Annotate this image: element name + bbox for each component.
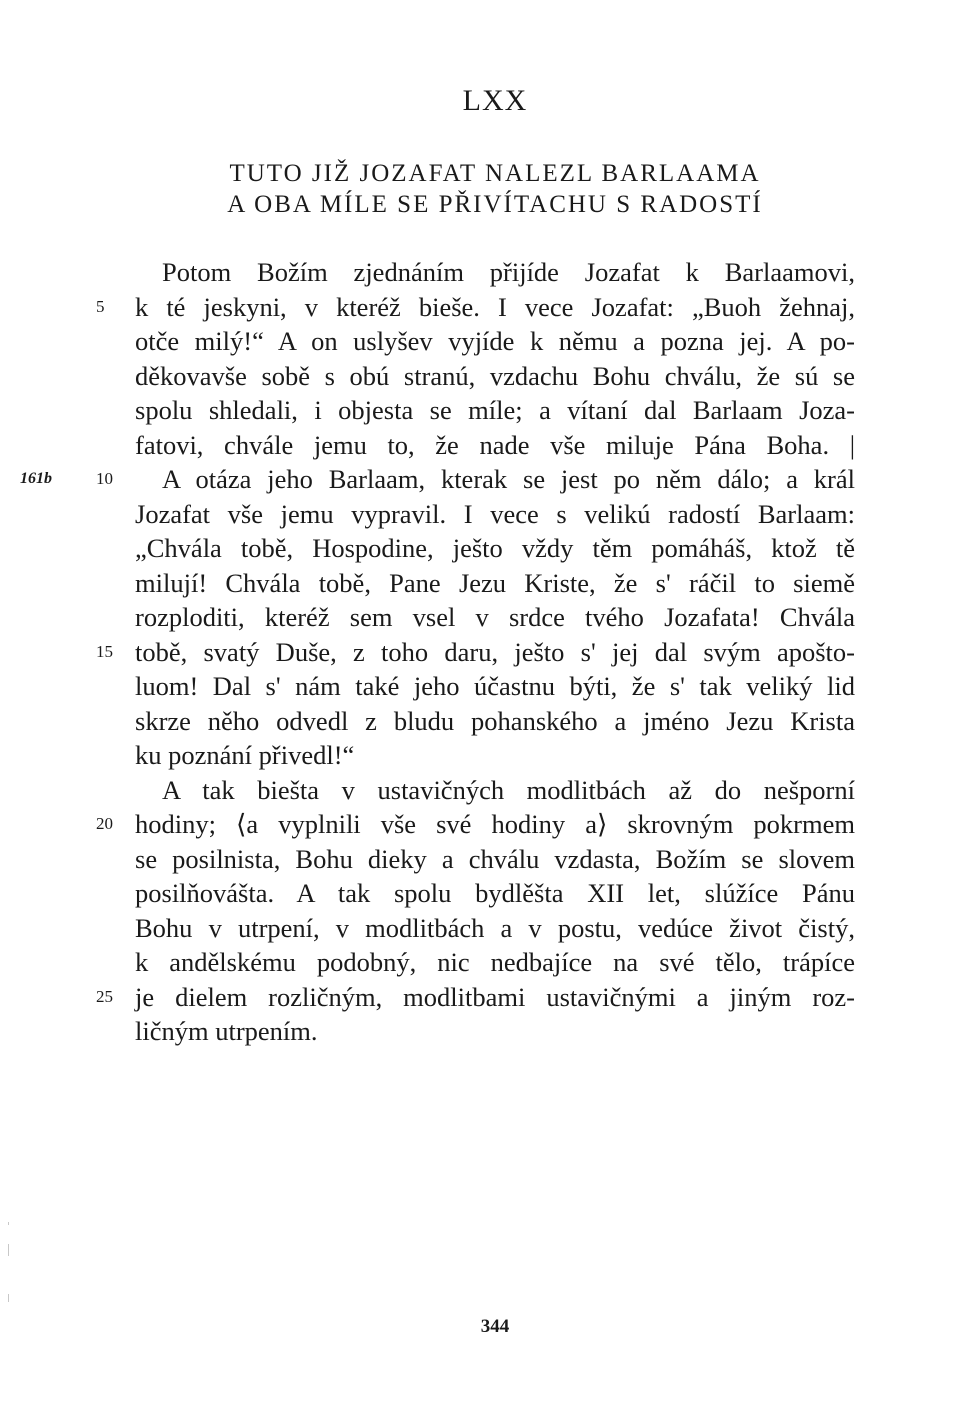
text-line: je dielem rozličným, modlitbami ustavičnými a jiným roz- bbox=[135, 981, 855, 1012]
folio-marker: 161b bbox=[20, 470, 52, 487]
chapter-title-line-1: TUTO JIŽ JOZAFAT NALEZL BARLAAMA bbox=[229, 160, 761, 187]
text-line: A tak biešta v ustavičných modlitbách až do nešporní bbox=[162, 774, 855, 805]
text-line: k andělskému podobný, nic nedbajíce na své tělo, trápíce bbox=[135, 947, 855, 977]
text-line: děkovavše sobě s obú stranú, vzdachu Bohu chválu, že sú se bbox=[135, 360, 855, 391]
chapter-number: LXX bbox=[462, 84, 528, 117]
text-line: ličným utrpením. bbox=[135, 1016, 318, 1046]
text-line: k té jeskyni, v kteréž bieše. I vece Jozafat: „Buoh žehnaj, bbox=[135, 291, 855, 322]
text-line: tobě, svatý Duše, z toho daru, ješto s' jej dal svým apošto- bbox=[135, 636, 855, 667]
text-line: Jozafat vše jemu vypravil. I vece s velikú radostí Barlaam: bbox=[135, 498, 855, 529]
line-number: 25 bbox=[96, 986, 113, 1006]
text-line: fatovi, chvále jemu to, že nade vše miluje Pána Boha. | bbox=[135, 429, 855, 460]
text-line: spolu shledali, i objesta se míle; a vítaní dal Barlaam Joza- bbox=[135, 395, 855, 425]
text-line: rozploditi, kteréž sem vsel v srdce tvého Jozafata! Chvála bbox=[135, 602, 855, 632]
text-line: luom! Dal s' nám také jeho účastnu býti, že s' tak veliký lid bbox=[135, 671, 855, 701]
text-line: ku poznání přivedl!“ bbox=[135, 740, 355, 770]
chapter-title-line-2: A OBA MÍLE SE PŘIVÍTACHU S RADOSTÍ bbox=[227, 191, 763, 218]
text-line: se posilnista, Bohu dieky a chválu vzdasta, Božím se slovem bbox=[135, 843, 855, 874]
scan-speck bbox=[8, 1222, 9, 1225]
line-number: 5 bbox=[96, 296, 105, 316]
text-line: skrze něho odvedl z bludu pohanského a jméno Jezu Krista bbox=[135, 705, 855, 736]
text-line: Potom Božím zjednáním přijíde Jozafat k Barlaamovi, bbox=[162, 257, 855, 287]
scan-speck bbox=[8, 1244, 9, 1256]
line-number: 10 bbox=[96, 469, 113, 488]
text-line: hodiny; ⟨a vyplnili vše své hodiny a⟩ skrovným pokrmem bbox=[135, 809, 855, 839]
line-number: 15 bbox=[96, 641, 113, 661]
text-line: Bohu v utrpení, v modlitbách a v postu, vedúce život čistý, bbox=[135, 912, 855, 943]
text-line: A otáza jeho Barlaam, kterak se jest po něm dálo; a král bbox=[162, 464, 855, 494]
text-line: otče milý!“ A on uslyšev vyjíde k němu a pozna jej. A po- bbox=[135, 326, 855, 356]
page-number: 344 bbox=[480, 1316, 510, 1337]
scan-speck bbox=[8, 1294, 9, 1302]
line-number: 20 bbox=[96, 814, 113, 833]
text-line: „Chvála tobě, Hospodine, ješto vždy těm pomáháš, ktož tě bbox=[135, 533, 855, 563]
text-line: milují! Chvála tobě, Pane Jezu Kriste, že s' ráčil to siemě bbox=[135, 567, 855, 598]
text-line: posilňovášta. A tak spolu bydlěšta XII let, slúžíce Pánu bbox=[135, 878, 855, 908]
